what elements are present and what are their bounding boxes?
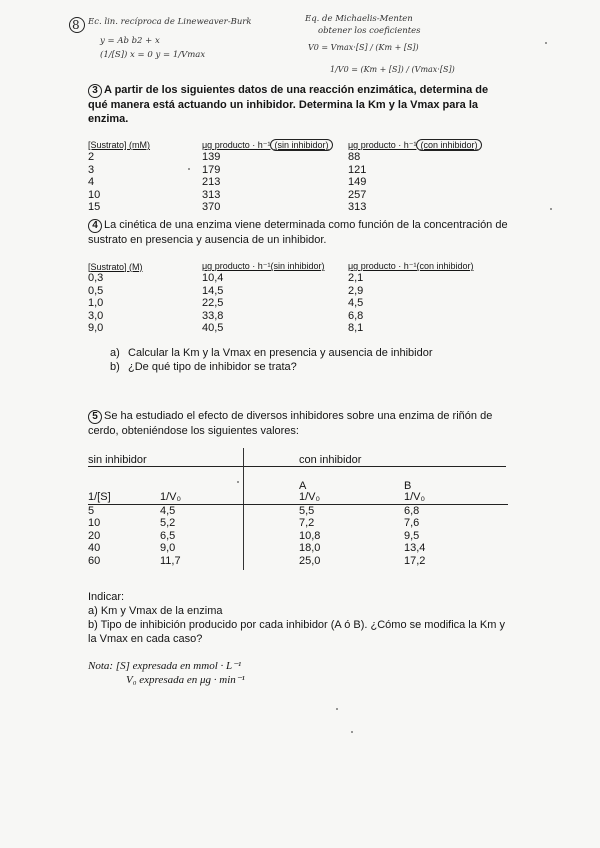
q4-cell: 33,8: [202, 309, 224, 322]
q5-cell: 6,8: [404, 504, 420, 517]
q5-label-B: B: [404, 480, 412, 492]
q3-cell: 313: [348, 201, 367, 213]
q3-cell: 15: [88, 201, 101, 213]
q3-cell: 257: [348, 188, 367, 201]
q3-cell: 121: [348, 163, 367, 176]
q4-cell: 2,1: [348, 272, 364, 284]
q4-cell: 0,5: [88, 284, 104, 297]
q4-header-substrate: [Sustrato] (M): [88, 261, 143, 272]
table-row: [88, 310, 482, 323]
q4-header-with: μg producto · h⁻¹(con inhibidor): [348, 261, 474, 271]
q5-cell: 17,2: [404, 554, 426, 567]
table-row: [88, 322, 482, 335]
question-3-table: [88, 139, 490, 214]
q5-header-v-b: 1/V₀: [404, 491, 426, 503]
question-3-text: [88, 83, 508, 126]
q5-label-sin: sin inhibidor: [88, 454, 147, 466]
q5-header-v-a: 1/V₀: [299, 491, 321, 503]
handwritten-note-right-2: obtener los coeficientes: [318, 26, 421, 36]
question-5-number: 5: [88, 410, 102, 424]
q5-cell: 18,0: [299, 542, 321, 554]
q3-cell: 3: [88, 163, 95, 176]
q5-cell: 5: [88, 504, 95, 517]
q3-cell: 149: [348, 176, 367, 188]
q3-header-with: [348, 139, 490, 151]
q5-cell: 11,7: [160, 554, 181, 567]
table-row: [88, 176, 490, 189]
q5-cell: 9,0: [160, 542, 176, 554]
q5-note-2: V₀ expresada en μg · min⁻¹: [126, 674, 245, 686]
q5-header-rule: [88, 466, 506, 467]
list-item: [110, 346, 508, 360]
q5-cell: 6,5: [160, 529, 176, 542]
q5-item-b: b) Tipo de inhibición producido por cada inhibidor (A ó B). ¿Cómo se modifica la Km y la Vmax en cada caso?: [88, 619, 505, 645]
q4-cell: 40,5: [202, 322, 224, 334]
handwritten-circle: [69, 17, 85, 33]
q5-cell: 40: [88, 542, 101, 554]
q3-cell: 370: [202, 201, 221, 213]
handwritten-note-right-1: Eq. de Michaelis-Menten: [305, 14, 413, 24]
q4-cell: 8,1: [348, 322, 364, 334]
q3-cell: 313: [202, 188, 221, 201]
q5-table-body: [88, 504, 508, 567]
item-text: ¿De qué tipo de inhibidor se trata?: [128, 360, 297, 373]
q5-note-1: Nota: [S] expresada en mmol · L⁻¹: [88, 660, 242, 672]
table-row: [88, 530, 508, 543]
q4-cell: 2,9: [348, 284, 364, 297]
q3-cell: 2: [88, 151, 95, 163]
question-4-table: [88, 261, 482, 335]
question-5-body: Se ha estudiado el efecto de diversos inhibidores sobre una enzima de riñón de cerdo, obteniéndose los siguientes valores:: [88, 410, 493, 437]
item-label: b): [110, 360, 120, 373]
q5-cell: 13,4: [404, 542, 426, 554]
q4-cell: 10,4: [202, 272, 224, 284]
table-row: [88, 517, 508, 530]
q4-cell: 3,0: [88, 309, 104, 322]
scan-speck: [237, 481, 239, 483]
table-row: [88, 542, 508, 555]
question-4-number: 4: [88, 219, 102, 233]
handwritten-note-right-4: 1/V0 = (Km + [S]) / (Vmax·[S]): [330, 65, 455, 74]
q4-cell: 9,0: [88, 322, 104, 334]
question-4-body: La cinética de una enzima viene determinada como función de la concentración de sustrato en presencia y ausencia de un inhibidor.: [88, 219, 508, 246]
q5-cell: 7,6: [404, 517, 420, 529]
q4-cell: 1,0: [88, 297, 104, 309]
q4-header-without: μg producto · h⁻¹(sin inhibidor): [202, 261, 325, 271]
scan-speck: [550, 208, 552, 210]
handwritten-note-right-3: V0 = Vmax·[S] / (Km + [S]): [308, 43, 419, 52]
q5-item-a: a) Km y Vmax de la enzima: [88, 605, 223, 617]
list-item: [110, 360, 508, 374]
q5-cell: 10: [88, 517, 101, 529]
scan-speck: [336, 708, 338, 710]
question-3-body: A partir de los siguientes datos de una reacción enzimática, determina de qué manera está actuando un inhibidor. Determina la Km y la Vmax para la enzima.: [88, 84, 489, 125]
question-3: [88, 83, 508, 214]
q5-cell: 20: [88, 529, 101, 542]
q3-cell: 179: [202, 163, 221, 176]
q3-header-without: [202, 139, 348, 151]
scan-speck: [545, 42, 547, 44]
question-3-number: 3: [88, 84, 102, 98]
q4-cell: 22,5: [202, 297, 224, 309]
q3-header-without-unit: μg producto · h⁻¹: [202, 140, 271, 150]
q5-header-v-sin: 1/V₀: [160, 491, 182, 503]
q3-cell: 213: [202, 176, 221, 188]
q3-cell: 4: [88, 176, 95, 188]
item-text: Calcular la Km y la Vmax en presencia y ausencia de inhibidor: [128, 346, 433, 359]
question-5: [88, 409, 508, 438]
handwritten-note-1: Ec. lin. recíproca de Lineweaver-Burk: [88, 17, 252, 27]
q5-cell: 5,2: [160, 517, 176, 529]
scan-speck: [351, 731, 353, 733]
handwritten-note-2: y = Ab b2 + x: [100, 36, 160, 46]
handwritten-note-3: (1/[S]) x = 0 y = 1/Vmax: [100, 50, 206, 60]
table-row: [88, 555, 508, 568]
q5-cell: 7,2: [299, 517, 315, 529]
q5-cell: 60: [88, 554, 101, 567]
q3-header-with-tag: (con inhibidor): [416, 139, 481, 151]
q4-cell: 4,5: [348, 297, 364, 309]
q5-cell: 5,5: [299, 504, 315, 517]
question-4: [88, 218, 508, 374]
q5-cell: 9,5: [404, 529, 420, 542]
table-row: [88, 285, 482, 298]
item-label: a): [110, 346, 120, 359]
table-row: [88, 164, 490, 177]
q3-cell: 139: [202, 151, 221, 163]
table-row: [88, 504, 508, 517]
handwritten-number: 8: [72, 18, 80, 32]
table-row: [88, 272, 482, 285]
table-row: [88, 297, 482, 310]
question-5-text: [88, 409, 508, 438]
q4-cell: 14,5: [202, 284, 224, 297]
question-4-text: [88, 218, 508, 247]
q5-label-con: con inhibidor: [299, 454, 362, 466]
table-row: [88, 151, 490, 164]
question-5-table: [88, 491, 508, 567]
q5-cell: 25,0: [299, 554, 321, 567]
question-4-items: [88, 346, 508, 374]
q5-cell: 10,8: [299, 529, 321, 542]
q5-label-A: A: [299, 480, 307, 492]
q3-header-with-unit: μg producto · h⁻¹: [348, 140, 417, 150]
q3-cell: 88: [348, 151, 361, 163]
table-row: [88, 189, 490, 202]
q4-table-body: [88, 272, 482, 335]
q5-indicar: [88, 590, 508, 646]
q5-header-s: 1/[S]: [88, 491, 111, 503]
q3-header-without-tag: (sin inhibidor): [270, 139, 332, 151]
q5-indicar-title: Indicar:: [88, 591, 125, 603]
q3-header-substrate: [Sustrato] (mM): [88, 140, 151, 150]
q4-cell: 6,8: [348, 309, 364, 322]
table-row: [88, 201, 490, 214]
q3-cell: 10: [88, 188, 101, 201]
q5-cell: 4,5: [160, 504, 176, 517]
scan-speck: [188, 168, 190, 170]
q3-table-body: [88, 151, 490, 214]
q4-cell: 0,3: [88, 272, 104, 284]
